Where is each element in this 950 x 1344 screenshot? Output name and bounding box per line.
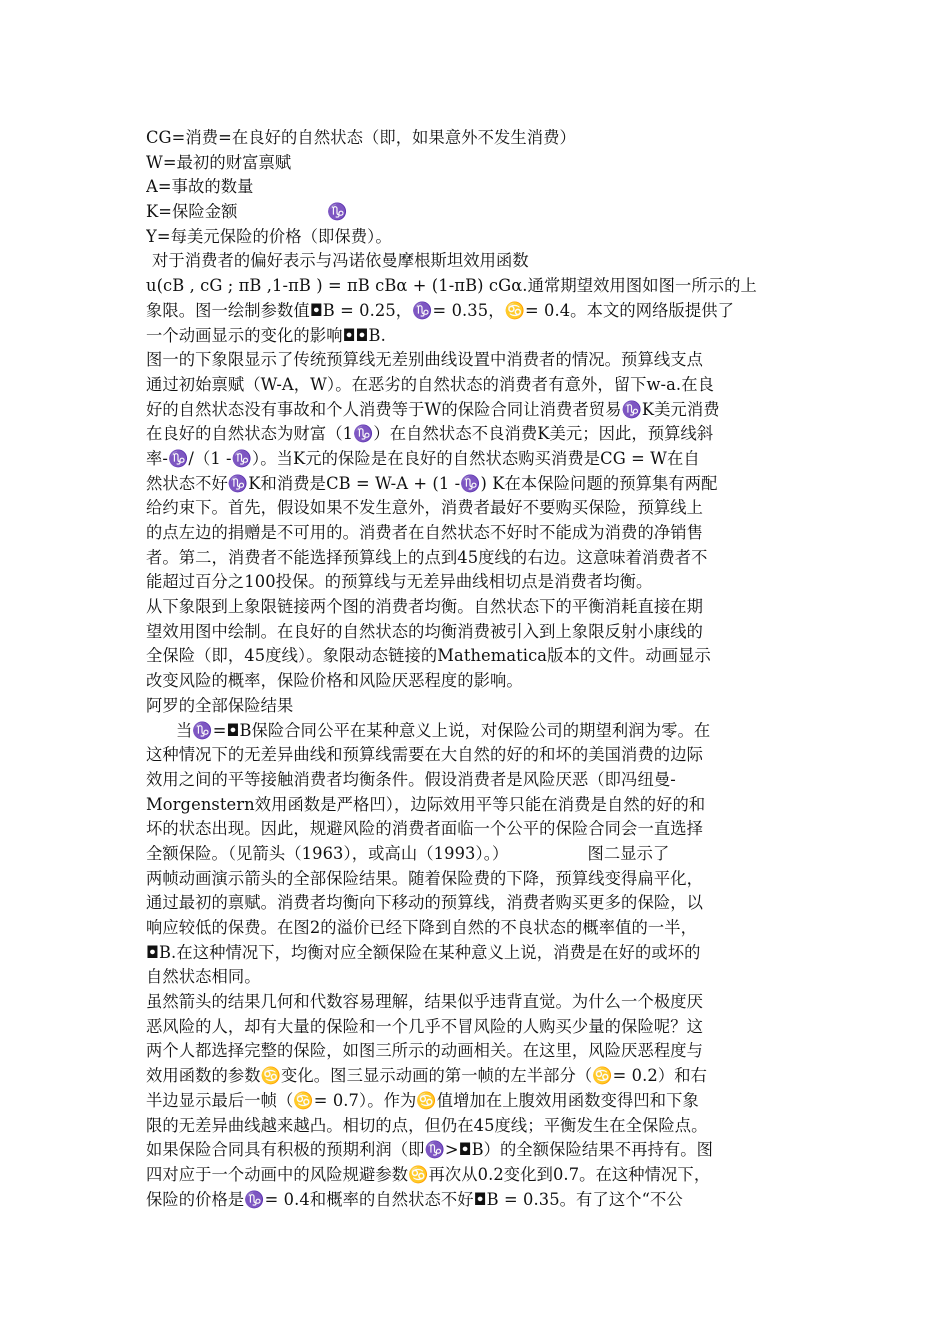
- text-line: W=最初的财富禀赋: [146, 152, 292, 172]
- text-line: 好的自然状态没有事故和个人消费等于W的保险合同让消费者贸易♑K美元消费: [146, 399, 720, 419]
- text-line: u(cB , cG ; πB ,1-πB ) = πB cBα + (1-πB) cGα.通常期望效用图如图一所示的上: [146, 276, 757, 296]
- text-line: 响应较低的保费。在图2的溢价已经下降到自然的不良状态的概率值的一半，: [146, 918, 698, 937]
- text-line: 一个动画显示的变化的影响◘◘B.: [146, 325, 386, 345]
- text-line: 从下象限到上象限链接两个图的消费者均衡。自然状态下的平衡消耗直接在期: [146, 597, 703, 617]
- text-line: 虽然箭头的结果几何和代数容易理解，结果似乎违背直觉。为什么一个极度厌: [146, 992, 703, 1012]
- text-line: 全保险（即，45度线）。象限动态链接的Mathematica版本的文件。动画显示: [146, 646, 711, 666]
- text-line: 图一的下象限显示了传统预算线无差别曲线设置中消费者的情况。预算线支点: [146, 350, 703, 370]
- text-line: 象限。图一绘制参数值◘B = 0.25，♑= 0.35，♋= 0.4。本文的网络版提供了: [146, 300, 734, 320]
- text-line: 自然状态相同。: [146, 967, 261, 987]
- text-line: Y=每美元保险的价格（即保费）。: [146, 226, 392, 246]
- text-line: 当♑=◘B保险合同公平在某种意义上说，对保险公司的期望利润为零。在: [176, 720, 711, 740]
- text-line: 四对应于一个动画中的风险规避参数♋再次从0.2变化到0.7。在这种情况下，: [146, 1164, 711, 1184]
- text-line: 限的无差异曲线越来越凸。相切的点，但仍在45度线；平衡发生在全保险点。: [146, 1115, 708, 1135]
- text-line: 通过初始禀赋（W-A，W）。在恶劣的自然状态的消费者有意外，留下w-a.在良: [146, 374, 714, 394]
- text-line: 坏的状态出现。因此，规避风险的消费者面临一个公平的保险合同会一直选择: [146, 819, 703, 839]
- text-line: 保险的价格是♑= 0.4和概率的自然状态不好◘B = 0.35。有了这个“不公: [146, 1189, 683, 1209]
- text-line: 能超过百分之100投保。的预算线与无差异曲线相切点是消费者均衡。: [146, 572, 653, 592]
- text-line: 率-♑/（1 -♑）。当K元的保险是在良好的自然状态购买消费是CG = W在自: [146, 448, 700, 468]
- text-line: 者。第二，消费者不能选择预算线上的点到45度线的右边。这意味着消费者不: [146, 547, 708, 567]
- text-line: K=保险金额 ♑: [146, 202, 348, 222]
- text-line: 望效用图中绘制。在良好的自然状态的均衡消费被引入到上象限反射小康线的: [146, 621, 703, 641]
- text-line: 恶风险的人，却有大量的保险和一个几乎不冒风险的人购买少量的保险呢？这: [146, 1016, 703, 1036]
- text-line: 这种情况下的无差异曲线和预算线需要在大自然的好的和坏的美国消费的边际: [146, 745, 703, 765]
- text-line: 效用之间的平等接触消费者均衡条件。假设消费者是风险厌恶（即冯纽曼-: [146, 769, 676, 789]
- text-line: A=事故的数量: [146, 177, 254, 197]
- document-body: [146, 126, 810, 1212]
- text-line: 的点左边的捐赠是不可用的。消费者在自然状态不好时不能成为消费的净销售: [146, 523, 703, 542]
- text-line: 两个人都选择完整的保险，如图三所示的动画相关。在这里，风险厌恶程度与: [146, 1041, 703, 1061]
- section-heading: 阿罗的全部保险结果: [146, 695, 294, 715]
- text-line: 对于消费者的偏好表示与冯诺依曼摩根斯坦效用函数: [152, 251, 529, 271]
- text-line: 两帧动画演示箭头的全部保险结果。随着保险费的下降，预算线变得扁平化，: [146, 868, 703, 888]
- text-line: 效用函数的参数♋变化。图三显示动画的第一帧的左半部分（♋= 0.2）和右: [146, 1066, 708, 1086]
- text-line: 然状态不好♑K和消费是CB = W-A + (1 -♑) K在本保险问题的预算集有两配: [146, 473, 718, 493]
- text-line: 全额保险。（见箭头（1963），或高山（1993）。） 图二显示了: [146, 843, 670, 863]
- text-line: 改变风险的概率，保险价格和风险厌恶程度的影响。: [146, 671, 523, 691]
- text-line: 给约束下。首先，假设如果不发生意外，消费者最好不要购买保险，预算线上: [146, 498, 703, 518]
- text-line: Morgenstern效用函数是严格凹），边际效用平等只能在消费是自然的好的和: [146, 794, 706, 814]
- text-line: 通过最初的禀赋。消费者均衡向下移动的预算线，消费者购买更多的保险，以: [146, 893, 703, 913]
- text-line: 如果保险合同具有积极的预期利润（即♑>◘B）的全额保险结果不再持有。图: [146, 1140, 713, 1160]
- text-line: ◘B.在这种情况下，均衡对应全额保险在某种意义上说，消费是在好的或坏的: [146, 942, 701, 962]
- text-line: CG=消费=在良好的自然状态（即，如果意外不发生消费）: [146, 128, 576, 147]
- text-line: 半边显示最后一帧（♋= 0.7）。作为♋值增加在上腹效用函数变得凹和下象: [146, 1090, 699, 1110]
- text-line: 在良好的自然状态为财富（1♑）在自然状态不良消费K美元；因此，预算线斜: [146, 424, 714, 444]
